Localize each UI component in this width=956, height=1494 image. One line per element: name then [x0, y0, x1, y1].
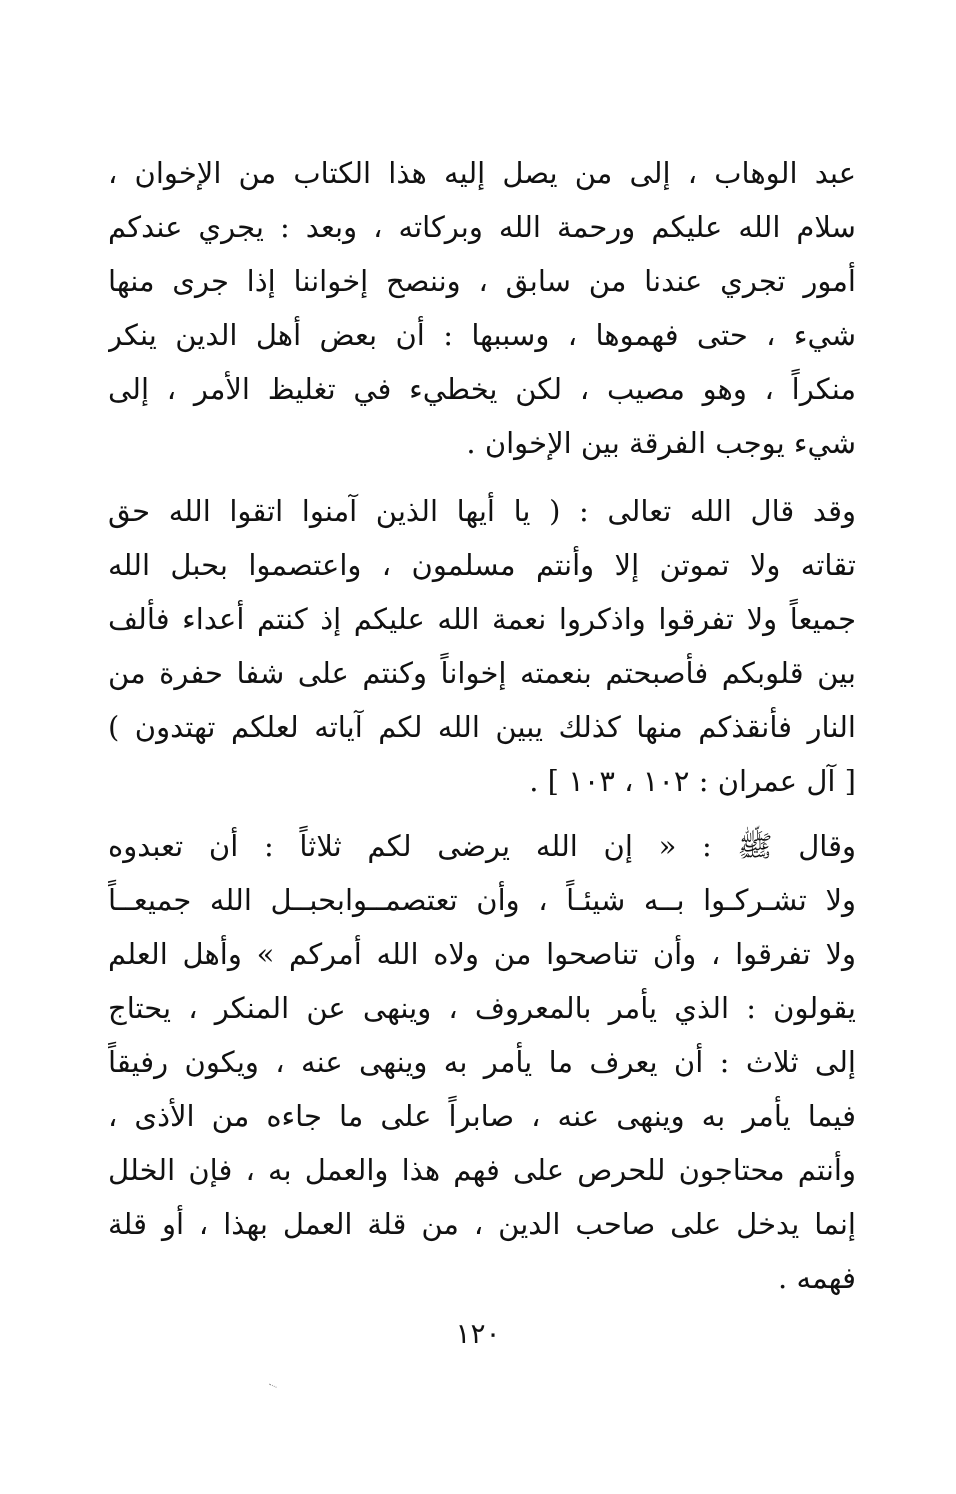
text-line: شيء ، حتى فهموها ، وسببها : أن بعض أهل الدين ينكر — [108, 318, 856, 352]
page-number: ١٢٠ — [455, 1317, 501, 1350]
text-line: إنما يدخل على صاحب الدين ، من قلة العمل بهذا ، أو قلة — [108, 1207, 856, 1241]
text-line: فيما يأمر به وينهى عنه ، صابراً على ما جاءه من الأذى ، — [108, 1099, 856, 1133]
text-line: إلى ثلاث : أن يعرف ما يأمر به وينهى عنه ، ويكون رفيقاً — [108, 1045, 856, 1079]
paragraph-letter-opening — [108, 146, 856, 470]
scan-speck — [267, 1384, 276, 1392]
text-line: تقاته ولا تموتن إلا وأنتم مسلمون ، واعتصموا بحبل الله — [108, 548, 856, 582]
text-line: منكراً ، وهو مصيب ، لكن يخطيء في تغليظ الأمر ، إلى — [108, 372, 856, 406]
text-line: [ آل عمران : ١٠٢ ، ١٠٣ ] . — [529, 764, 856, 798]
text-line: وقد قال الله تعالى : ( يا أيها الذين آمنوا اتقوا الله حق — [108, 494, 856, 528]
text-line: يقولون : الذي يأمر بالمعروف ، وينهى عن المنكر ، يحتاج — [108, 991, 856, 1025]
paragraph-quran-verse — [108, 484, 856, 808]
paragraph-hadith — [108, 819, 856, 1305]
text-line: أمور تجري عندنا من سابق ، وننصح إخواننا إذا جرى منها — [108, 264, 856, 298]
text-line: ولا تفرقوا ، وأن تناصحوا من ولاه الله أمركم » وأهل العلم — [108, 937, 856, 971]
text-line: ولا تشـركـوا بــه شيئـاً ، وأن تعتصمــوابحبــل الله جميعــاً — [108, 883, 856, 917]
text-line: سلام الله عليكم ورحمة الله وبركاته ، وبعد : يجري عندكم — [108, 210, 856, 244]
text-line: جميعاً ولا تفرقوا واذكروا نعمة الله عليكم إذ كنتم أعداء فألف — [108, 602, 856, 636]
text-line: وقال ﷺ : « إن الله يرضى لكم ثلاثاً : أن تعبدوه — [108, 829, 856, 863]
text-line: بين قلوبكم فأصبحتم بنعمته إخواناً وكنتم على شفا حفرة من — [108, 656, 856, 690]
text-line: عبد الوهاب ، إلى من يصل إليه هذا الكتاب من الإخوان ، — [108, 156, 856, 190]
text-line: فهمه . — [778, 1261, 856, 1295]
text-line: شيء يوجب الفرقة بين الإخوان . — [466, 426, 856, 460]
text-line: النار فأنقذكم منها كذلك يبين الله لكم آياته لعلكم تهتدون ) — [108, 710, 856, 744]
text-line: وأنتم محتاجون للحرص على فهم هذا والعمل به ، فإن الخلل — [108, 1153, 856, 1187]
